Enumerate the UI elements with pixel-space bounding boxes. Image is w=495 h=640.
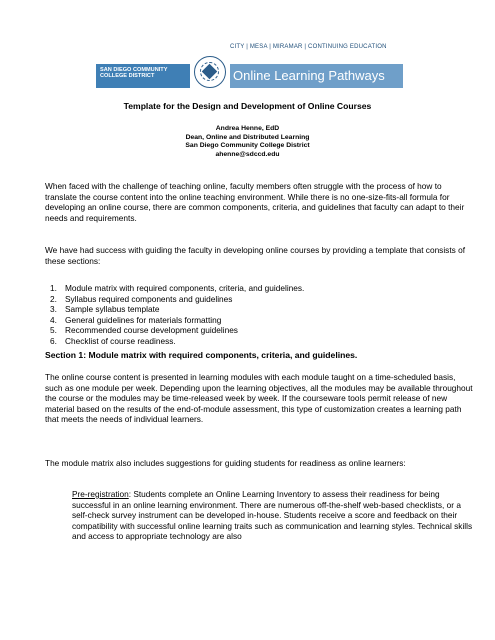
district-name	[100, 67, 167, 79]
pre-registration-label: Pre-registration	[72, 489, 129, 499]
author-institution: San Diego Community College District	[185, 142, 310, 150]
template-intro-paragraph: We have had success with guiding the faculty in developing online courses by providing a template that consists of these sections:	[45, 245, 466, 266]
pre-registration-paragraph	[72, 489, 477, 542]
list-item	[45, 336, 304, 347]
author-block	[0, 125, 495, 159]
list-item-number: 2.	[50, 293, 57, 304]
program-name: Online Learning Pathways	[233, 68, 385, 83]
list-item	[45, 325, 304, 336]
list-item-text: General guidelines for materials formatting	[65, 314, 222, 325]
section1-heading: Section 1: Module matrix with required components, criteria, and guidelines.	[45, 350, 358, 360]
list-item-text: Sample syllabus template	[65, 304, 160, 315]
list-item	[45, 315, 304, 326]
list-item	[45, 304, 304, 315]
list-item-number: 4.	[50, 314, 57, 325]
matrix-paragraph: The module matrix also includes suggestions for guiding students for readiness as online learners:	[45, 458, 406, 468]
campus-line: CITY | MESA | MIRAMAR | CONTINUING EDUCATION	[230, 44, 387, 50]
list-item-text: Syllabus required components and guidelines	[65, 293, 233, 304]
list-item-number: 5.	[50, 325, 57, 336]
list-item-number: 6.	[50, 335, 57, 346]
document-title: Template for the Design and Development of Online Courses	[123, 101, 372, 111]
author-email: ahenne@sdccd.edu	[215, 150, 280, 158]
list-item-number: 3.	[50, 304, 57, 315]
author-name: Andrea Henne, EdD	[215, 125, 280, 132]
header-banner	[96, 56, 403, 92]
list-item-text: Module matrix with required components, criteria, and guidelines.	[65, 283, 305, 293]
seal-logo-icon	[194, 56, 226, 88]
list-item	[45, 294, 304, 305]
intro-paragraph: When faced with the challenge of teaching online, faculty members often struggle with the process of how to translate the course content into the online teaching environment. While there is no one-size-fits-all formula for developing an online course, there are common components, criteria, and guidelines that faculty can adapt to their needs and requirements.	[45, 181, 465, 223]
sections-list	[45, 283, 304, 347]
district-name-line2: COLLEGE DISTRICT	[100, 73, 155, 80]
pre-registration-text: : Students complete an Online Learning Inventory to assess their readiness for being successful in an online learning environment. There are numerous off-the-shelf web-based checklists, or a self-check survey instrument can be developed in-house. Students receive a score and feedback on their compatibility with successful online learning traits such as communication and learning styles. Technical skills and access to appropriate technology are also	[72, 489, 473, 542]
list-item-text: Recommended course development guidelines	[65, 325, 238, 336]
district-name-line1: SAN DIEGO COMMUNITY	[100, 67, 168, 73]
list-item-number: 1.	[50, 283, 57, 293]
program-banner	[230, 64, 403, 88]
list-item-text: Checklist of course readiness.	[65, 335, 176, 346]
author-position: Dean, Online and Distributed Learning	[185, 133, 310, 141]
list-item	[45, 283, 304, 294]
section1-paragraph: The online course content is presented in learning modules with each module taught on a time-scheduled basis, such as one module per week. Depending upon the learning objectives, all the modules may be available throughout the course or the modules may be time-released week by week. If the courseware tools permit release of new material based on the results of the end-of-module assessment, this type of customization creates a learning path that meets the needs of individual learners.	[45, 372, 473, 425]
district-logo-block	[96, 64, 190, 88]
